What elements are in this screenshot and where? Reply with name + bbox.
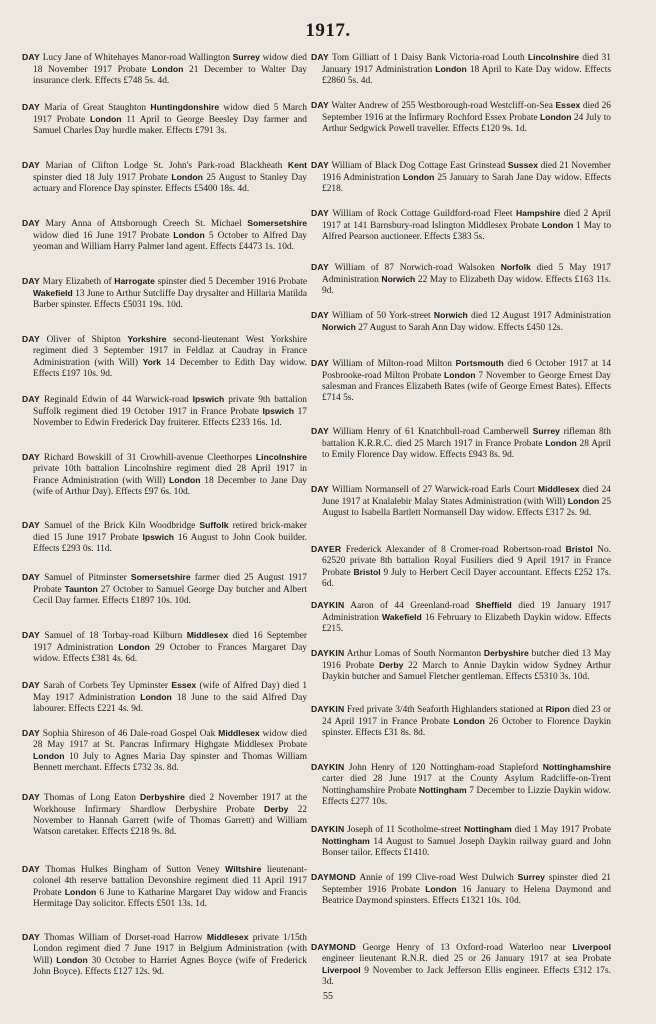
entry-registry: London <box>118 641 150 652</box>
entry-registry: Bristol <box>353 566 381 577</box>
entry-text: 17 November to Edwin Frederick Day fruiterer. Effects £233 16s. 1d. <box>33 406 307 428</box>
entry-registry: London <box>33 750 65 761</box>
entry-text: 7 November to George Ernest Day salesman and Frances Elizabeth Bates (wife of George Ernest Bates). Effects £714 5s. <box>322 370 611 403</box>
entry-text: William of Black Dog Cottage East Grinstead <box>331 161 508 171</box>
probate-entry <box>311 262 611 297</box>
entry-region: Liverpool <box>572 942 611 952</box>
entry-text: died 12 August 1917 Administration <box>467 311 611 321</box>
entry-text: 14 August to Samuel Joseph Daykin railway guard and John Bonser tailor. Effects £1410. <box>322 836 611 858</box>
entry-surname: DAY <box>22 102 40 112</box>
entry-text: died 26 September 1916 at the Infirmary Rochford Essex Probate <box>322 101 611 123</box>
entry-surname: DAY <box>311 426 329 436</box>
entry-registry: London <box>402 171 435 182</box>
entry-text: rifleman 8th battalion K.R.R.C. died 25 March 1917 in France Probate <box>322 427 611 449</box>
entry-region: Surrey <box>517 872 545 882</box>
entry-text: farmer died 25 August 1917 Probate <box>33 573 307 595</box>
entry-text: 22 May to Elizabeth Day widow. Effects £163 11s. 9d. <box>322 274 611 296</box>
entry-text: 5 October to Alfred Day yeoman and William Harry Palmer land agent. Effects £4473 1s. 10d. <box>33 230 307 252</box>
entry-text: 6 June to Katharine Margaret Day widow and Francis Hermitage Day solicitor. Effects £501 13s. 1d. <box>33 887 307 909</box>
page-number: 55 <box>323 991 333 1002</box>
entry-text: 27 August to Sarah Ann Day widow. Effects £450 12s. <box>355 322 563 333</box>
entry-text: private 10th battalion Lincolnshire regiment died 28 April 1917 in France Administration (with Will) <box>33 463 307 486</box>
entry-region: Nottinghamshire <box>542 762 611 772</box>
entry-text: William Henry of 61 Knatchbull-road Camberwell <box>332 427 533 437</box>
entry-registry: London <box>151 63 184 74</box>
entry-registry: Wakefield <box>33 287 73 298</box>
entry-text: 18 December to Jane Day (wife of Arthur Day). Effects £97 6s. 10d. <box>33 475 307 497</box>
entry-surname: DAY <box>22 864 40 874</box>
entry-surname: DAY <box>311 484 329 494</box>
entry-registry: London <box>545 437 577 448</box>
entry-text: 25 August to Stanley Day actuary and Florence Day spinster. Effects £5400 18s. 4d. <box>33 172 307 194</box>
entry-text: 22 March to Annie Daykin widow Sydney Arthur Daykin butcher and Samuel Fletcher gentleman. Effects £5310 3s. 10d. <box>322 660 612 682</box>
entry-text: 24 July to Arthur Sedgwick Powell traveller. Effects £120 9s. 1d. <box>322 112 611 134</box>
probate-entry <box>311 100 611 135</box>
entry-text: died 19 January 1917 Administration <box>322 601 612 623</box>
probate-entry <box>22 276 307 311</box>
entry-surname: DAYKIN <box>311 824 345 834</box>
entry-text: lieutenant-colonel 4th reserve battalion Devonshire regiment died 11 April 1917 Probate <box>33 865 307 898</box>
entry-text: died 21 November 1916 Administration <box>322 161 611 183</box>
entry-text: George Henry of 13 Oxford-road Waterloo near <box>362 943 573 953</box>
entry-registry: Norwich <box>322 321 356 332</box>
entry-registry: London <box>140 691 172 702</box>
entry-text: carter died 28 June 1917 at the County Asylum Radcliffe-on-Trent Nottinghamshire Probate <box>322 773 611 796</box>
entry-registry: London <box>169 474 201 485</box>
entry-region: Lincolnshire <box>527 52 579 62</box>
entry-text: spinster died 21 September 1916 Probate <box>322 873 611 895</box>
probate-entry <box>311 648 611 683</box>
entry-surname: DAY <box>22 452 40 462</box>
entry-text: died 16 September 1917 Administration <box>33 631 308 653</box>
entry-text: Thomas William of Dorset-road Harrow <box>44 933 207 943</box>
entry-text: William Normansell of 27 Warwick-road Earls Court <box>331 485 538 495</box>
probate-entry <box>22 394 307 429</box>
entry-text: 7 December to Lizzie Daykin widow. Effects £277 10s. <box>322 785 611 807</box>
entry-text: private 1/15th London regiment died 7 June 1917 in Belgium Administration (with Will) <box>33 933 307 966</box>
entry-registry: Norwich <box>381 273 416 284</box>
probate-entry <box>22 452 307 498</box>
entry-text: Sarah of Corbets Tey Upminster <box>43 681 172 691</box>
entry-registry: London <box>64 886 97 897</box>
probate-entry <box>311 600 611 635</box>
entry-region: Bristol <box>565 544 593 554</box>
probate-entry <box>311 310 611 334</box>
entry-surname: DAY <box>22 728 40 738</box>
entry-text: 11 April to George Beesley Day farmer and Samuel Charles Day hurdle maker. Effects £791 3s. <box>33 114 307 136</box>
probate-entry <box>311 872 611 907</box>
entry-region: Ipswich <box>192 394 225 404</box>
entry-text: spinster died 5 December 1916 Probate <box>154 277 307 287</box>
entry-registry: Wakefield <box>381 611 422 622</box>
entry-text: 22 November to Hannah Garrett (wife of Thomas Garrett) and William Watson caretaker. Effects £218 9s. 8d. <box>33 804 307 837</box>
entry-region: Yorkshire <box>127 334 167 344</box>
entry-text: William of 87 Norwich-road Walsoken <box>334 263 501 273</box>
entry-surname: DAY <box>22 218 40 228</box>
entry-region: Essex <box>555 100 581 110</box>
entry-region: Norfolk <box>500 262 531 272</box>
probate-entry <box>22 520 307 555</box>
entry-surname: DAY <box>22 680 40 690</box>
probate-entry <box>22 160 307 195</box>
entry-registry: London <box>171 171 203 182</box>
entry-registry: Derby <box>379 659 404 670</box>
entry-surname: DAY <box>311 52 329 62</box>
entry-text: 9 July to Herbert Cecil Dayer accountant. Effects £252 17s. 6d. <box>322 567 611 589</box>
entry-surname: DAY <box>311 208 329 218</box>
entry-text: Aaron of 44 Greenland-road <box>350 601 476 611</box>
entry-region: Portsmouth <box>455 358 504 368</box>
entry-text: engineer lieutenant R.N.R. died 25 or 26 January 1917 at sea Probate <box>322 953 611 964</box>
probate-entry <box>311 160 611 195</box>
entry-text: butcher died 13 May 1916 Probate <box>322 649 612 671</box>
entry-text: 9 November to Jack Jefferson Ellis engineer. Effects £312 17s. 3d. <box>322 965 611 987</box>
entry-text: Samuel of 18 Torbay-road Kilburn <box>44 631 187 641</box>
entry-surname: DAY <box>22 334 40 344</box>
entry-text: Tom Gilliatt of 1 Daisy Bank Victoria-road Louth <box>332 53 528 63</box>
entry-region: Ripon <box>545 704 570 714</box>
entry-text: 14 December to Edith Day widow. Effects £197 10s. 9d. <box>33 357 308 379</box>
entry-text: retired brick-maker died 15 June 1917 Probate <box>33 521 307 543</box>
probate-entry <box>22 792 307 838</box>
entry-region: Kent <box>287 160 307 170</box>
entry-registry: London <box>444 369 476 380</box>
entry-text: Joseph of 11 Scotholme-street <box>347 825 465 835</box>
entry-text: 10 July to Agnes Maria Day spinster and Thomas William Bennett merchant. Effects £732 3s. 8d. <box>33 751 307 773</box>
entry-registry: Ipswich <box>262 405 295 416</box>
entry-text: second-lieutenant West Yorkshire regiment died 3 September 1917 in Feldlaz at Caudray in France Administration (with Will) <box>33 335 308 368</box>
entry-surname: DAY <box>22 792 40 802</box>
entry-text: Mary Anna of Attsborough Creech St. Michael <box>45 219 248 229</box>
entry-surname: DAYKIN <box>311 704 345 714</box>
entry-text: John Henry of 120 Nottingham-road Stapleford <box>348 763 543 773</box>
entry-region: Somersetshire <box>247 218 307 228</box>
probate-entry <box>22 630 307 665</box>
entry-registry: London <box>425 883 457 894</box>
entry-text: 18 April to Kate Day widow. Effects £2860 5s. 4d. <box>322 64 611 86</box>
entry-text: 30 October to Harriet Agnes Boyce (wife of Frederick John Boyce). Effects £127 12s. 9d. <box>33 955 307 977</box>
entry-registry: London <box>567 495 600 506</box>
entry-text: 16 January to Helena Daymond and Beatrice Daymond spinsters. Effects £1321 10s. 10d. <box>322 884 611 906</box>
entry-text: (wife of Alfred Day) died 1 May 1917 Administration <box>33 681 308 703</box>
entry-registry: Nottingham <box>322 835 370 846</box>
entry-registry: London <box>541 219 574 230</box>
entry-text: Lucy Jane of Whitehayes Manor-road Wallington <box>42 53 233 63</box>
entry-surname: DAY <box>22 520 40 530</box>
entry-text: 16 August to John Cook builder. Effects £293 0s. 11d. <box>33 532 307 554</box>
entry-region: Hampshire <box>515 208 561 218</box>
probate-entry <box>311 704 611 739</box>
page-title: 1917. <box>305 20 351 41</box>
entry-region: Lincolnshire <box>255 452 307 462</box>
entry-text: William of 50 York-street <box>332 311 434 321</box>
entry-text: William of Milton-road Milton <box>332 359 456 369</box>
entry-text: 26 October to Florence Daykin spinster. Effects £31 8s. 8d. <box>322 716 611 738</box>
entry-text: Thomas Hulkes Bingham of Sutton Veney <box>45 865 226 875</box>
entry-registry: Liverpool <box>322 964 361 975</box>
entry-region: Sheffield <box>475 600 512 610</box>
entry-text: died 23 or 24 April 1917 in France Probate <box>322 705 612 727</box>
entry-text: Reginald Edwin of 44 Warwick-road <box>43 395 193 405</box>
entry-text: Annie of 199 Clive-road West Dulwich <box>359 873 518 883</box>
entry-text: died 5 May 1917 Administration <box>322 263 611 285</box>
entry-region: Suffolk <box>199 520 229 530</box>
probate-entry <box>311 824 611 859</box>
entry-surname: DAY <box>311 358 329 368</box>
entry-region: Sussex <box>507 160 538 170</box>
probate-entry <box>22 102 307 137</box>
entry-region: Surrey <box>232 52 260 62</box>
entry-text: private 9th battalion Suffolk regiment died 19 October 1917 in France Probate <box>33 395 307 417</box>
entry-text: 1 May to Alfred Pearson auctioneer. Effects £383 5s. <box>322 220 612 242</box>
entry-text: widow died 16 June 1917 Probate <box>33 230 174 241</box>
entry-text: 27 October to Samuel George Day butcher and Albert Cecil Day farmer. Effects £1897 10s. 10d. <box>33 584 307 606</box>
entry-text: spinster died 18 July 1917 Probate <box>33 172 172 183</box>
probate-entry <box>22 218 307 253</box>
entry-region: Wiltshire <box>225 864 262 874</box>
probate-entry <box>22 334 307 380</box>
entry-text: Thomas of Long Eaton <box>43 793 141 803</box>
entry-registry: London <box>173 229 205 240</box>
entry-surname: DAYKIN <box>311 648 345 658</box>
entry-surname: DAY <box>22 276 40 286</box>
probate-entry <box>311 208 611 243</box>
entry-registry: Taunton <box>64 583 98 594</box>
entry-surname: DAY <box>22 630 40 640</box>
entry-registry: London <box>56 954 88 965</box>
entry-text: Samuel of the Brick Kiln Woodbridge <box>44 521 200 531</box>
entry-surname: DAY <box>22 572 40 582</box>
probate-entry <box>311 484 611 519</box>
entry-surname: DAY <box>311 160 329 170</box>
probate-entry <box>22 572 307 607</box>
entry-registry: York <box>142 356 162 367</box>
entry-text: widow died 18 November 1917 Probate <box>33 53 307 75</box>
entry-surname: DAY <box>311 100 329 110</box>
entry-text: died 2 November 1917 at the Workhouse Infirmary Shardlow Derbyshire Probate <box>33 793 307 815</box>
entry-text: Samuel of Pitminster <box>44 573 131 583</box>
probate-entry <box>22 680 307 715</box>
entry-region: Surrey <box>532 426 560 436</box>
entry-surname: DAYMOND <box>311 872 357 882</box>
entry-surname: DAY <box>22 932 40 942</box>
entry-region: Norwich <box>433 310 468 320</box>
entry-registry: Ipswich <box>142 531 175 542</box>
entry-text: Fred private 3/4th Seaforth Highlanders stationed at <box>346 705 546 715</box>
entry-registry: London <box>90 113 122 124</box>
entry-text: died 2 April 1917 at 141 Barnsbury-road Islington Middlesex Probate <box>322 209 611 231</box>
entry-text: died 6 October 1917 at 14 Posbrooke-road Milton Probate <box>322 359 612 381</box>
entry-surname: DAYKIN <box>311 600 345 610</box>
probate-entry <box>311 52 611 87</box>
entry-text: widow died 28 May 1917 at St. Pancras Infirmary Highgate Middlesex Probate <box>33 729 307 750</box>
entry-region: Middlesex <box>206 932 249 942</box>
probate-entry <box>22 864 307 910</box>
entry-text: died 24 June 1917 at Knalalebir Malay States Administration (with Will) <box>322 485 611 507</box>
entry-text: Frederick Alexander of 8 Cromer-road Robertson-road <box>345 545 566 555</box>
probate-entry <box>22 932 307 978</box>
entry-region: Derbyshire <box>483 648 529 658</box>
entry-text: 25 January to Sarah Jane Day widow. Effects £218. <box>322 172 612 194</box>
probate-entry <box>311 544 611 590</box>
entry-text: William of Rock Cottage Guildford-road Fleet <box>332 209 516 219</box>
entry-text: 21 December to Walter Day insurance clerk. Effects £748 5s. 4d. <box>33 64 307 86</box>
entry-surname: DAY <box>22 394 40 404</box>
entry-surname: DAYMOND <box>311 942 357 952</box>
entry-text: 18 June to the said Alfred Day labourer. Effects £221 4s. 9d. <box>33 692 308 714</box>
entry-registry: Nottingham <box>418 784 467 795</box>
entry-text: Richard Bowskill of 31 Crowhill-avenue Cleethorpes <box>43 453 256 463</box>
entry-registry: Derby <box>263 803 289 814</box>
entry-text: Mary Elizabeth of <box>42 277 115 287</box>
entry-registry: London <box>435 63 467 74</box>
entry-text: died 31 January 1917 Administration <box>322 53 611 75</box>
entry-registry: London <box>453 715 485 726</box>
entry-text: Maria of Great Staughton <box>44 103 151 113</box>
entry-region: Middlesex <box>186 630 229 640</box>
entry-region: Derbyshire <box>140 792 185 802</box>
entry-surname: DAY <box>311 262 329 272</box>
entry-text: Walter Andrew of 255 Westborough-road Westcliff-on-Sea <box>331 101 556 111</box>
probate-entry <box>22 52 307 87</box>
entry-surname: DAY <box>22 52 40 62</box>
entry-region: Essex <box>171 680 197 690</box>
entry-region: Huntingdonshire <box>150 102 220 112</box>
entry-text: 13 June to Arthur Sutcliffe Day drysalter and Hillaria Matilda Barber spinster. Effects £5031 19s. 10d. <box>33 288 307 310</box>
entry-region: Middlesex <box>218 728 260 738</box>
entry-region: Harrogate <box>114 276 155 286</box>
entry-registry: London <box>540 111 572 122</box>
entry-text: Marian of Clifton Lodge St. John's Park-road Blackheath <box>45 161 288 171</box>
entry-surname: DAYER <box>311 544 342 554</box>
probate-entry <box>22 728 307 774</box>
entry-text: died 1 May 1917 Probate <box>511 825 611 835</box>
probate-entry <box>311 426 611 461</box>
entry-region: Somersetshire <box>130 572 191 582</box>
entry-text: 16 February to Elizabeth Daykin widow. Effects £215. <box>322 612 611 634</box>
entry-region: Nottingham <box>464 824 512 834</box>
entry-region: Middlesex <box>537 484 580 494</box>
entry-text: 25 August to Isabella Bartlett Normansell Day widow. Effects £317 2s. 9d. <box>322 496 612 518</box>
entry-text: 28 April to Emily Florence Day widow. Effects £943 8s. 9d. <box>322 438 611 460</box>
entry-text: widow died 5 March 1917 Probate <box>33 103 307 125</box>
entry-text: 29 October to Frances Margaret Day widow. Effects £381 4s. 6d. <box>33 642 307 664</box>
entry-text: No. 62520 private 8th battalion Royal Fusiliers died 9 April 1917 in France Probate <box>322 545 611 578</box>
probate-entry <box>311 358 611 404</box>
entry-surname: DAYKIN <box>311 762 345 772</box>
entry-surname: DAY <box>311 310 329 320</box>
entry-text: Sophia Shireson of 46 Dale-road Gospel Oak <box>42 729 219 739</box>
probate-entry <box>311 762 611 808</box>
entry-text: Arthur Lomas of South Normanton <box>346 649 484 659</box>
entry-surname: DAY <box>22 160 40 170</box>
entry-text: Oliver of Shipton <box>46 335 128 345</box>
probate-entry <box>311 942 611 988</box>
